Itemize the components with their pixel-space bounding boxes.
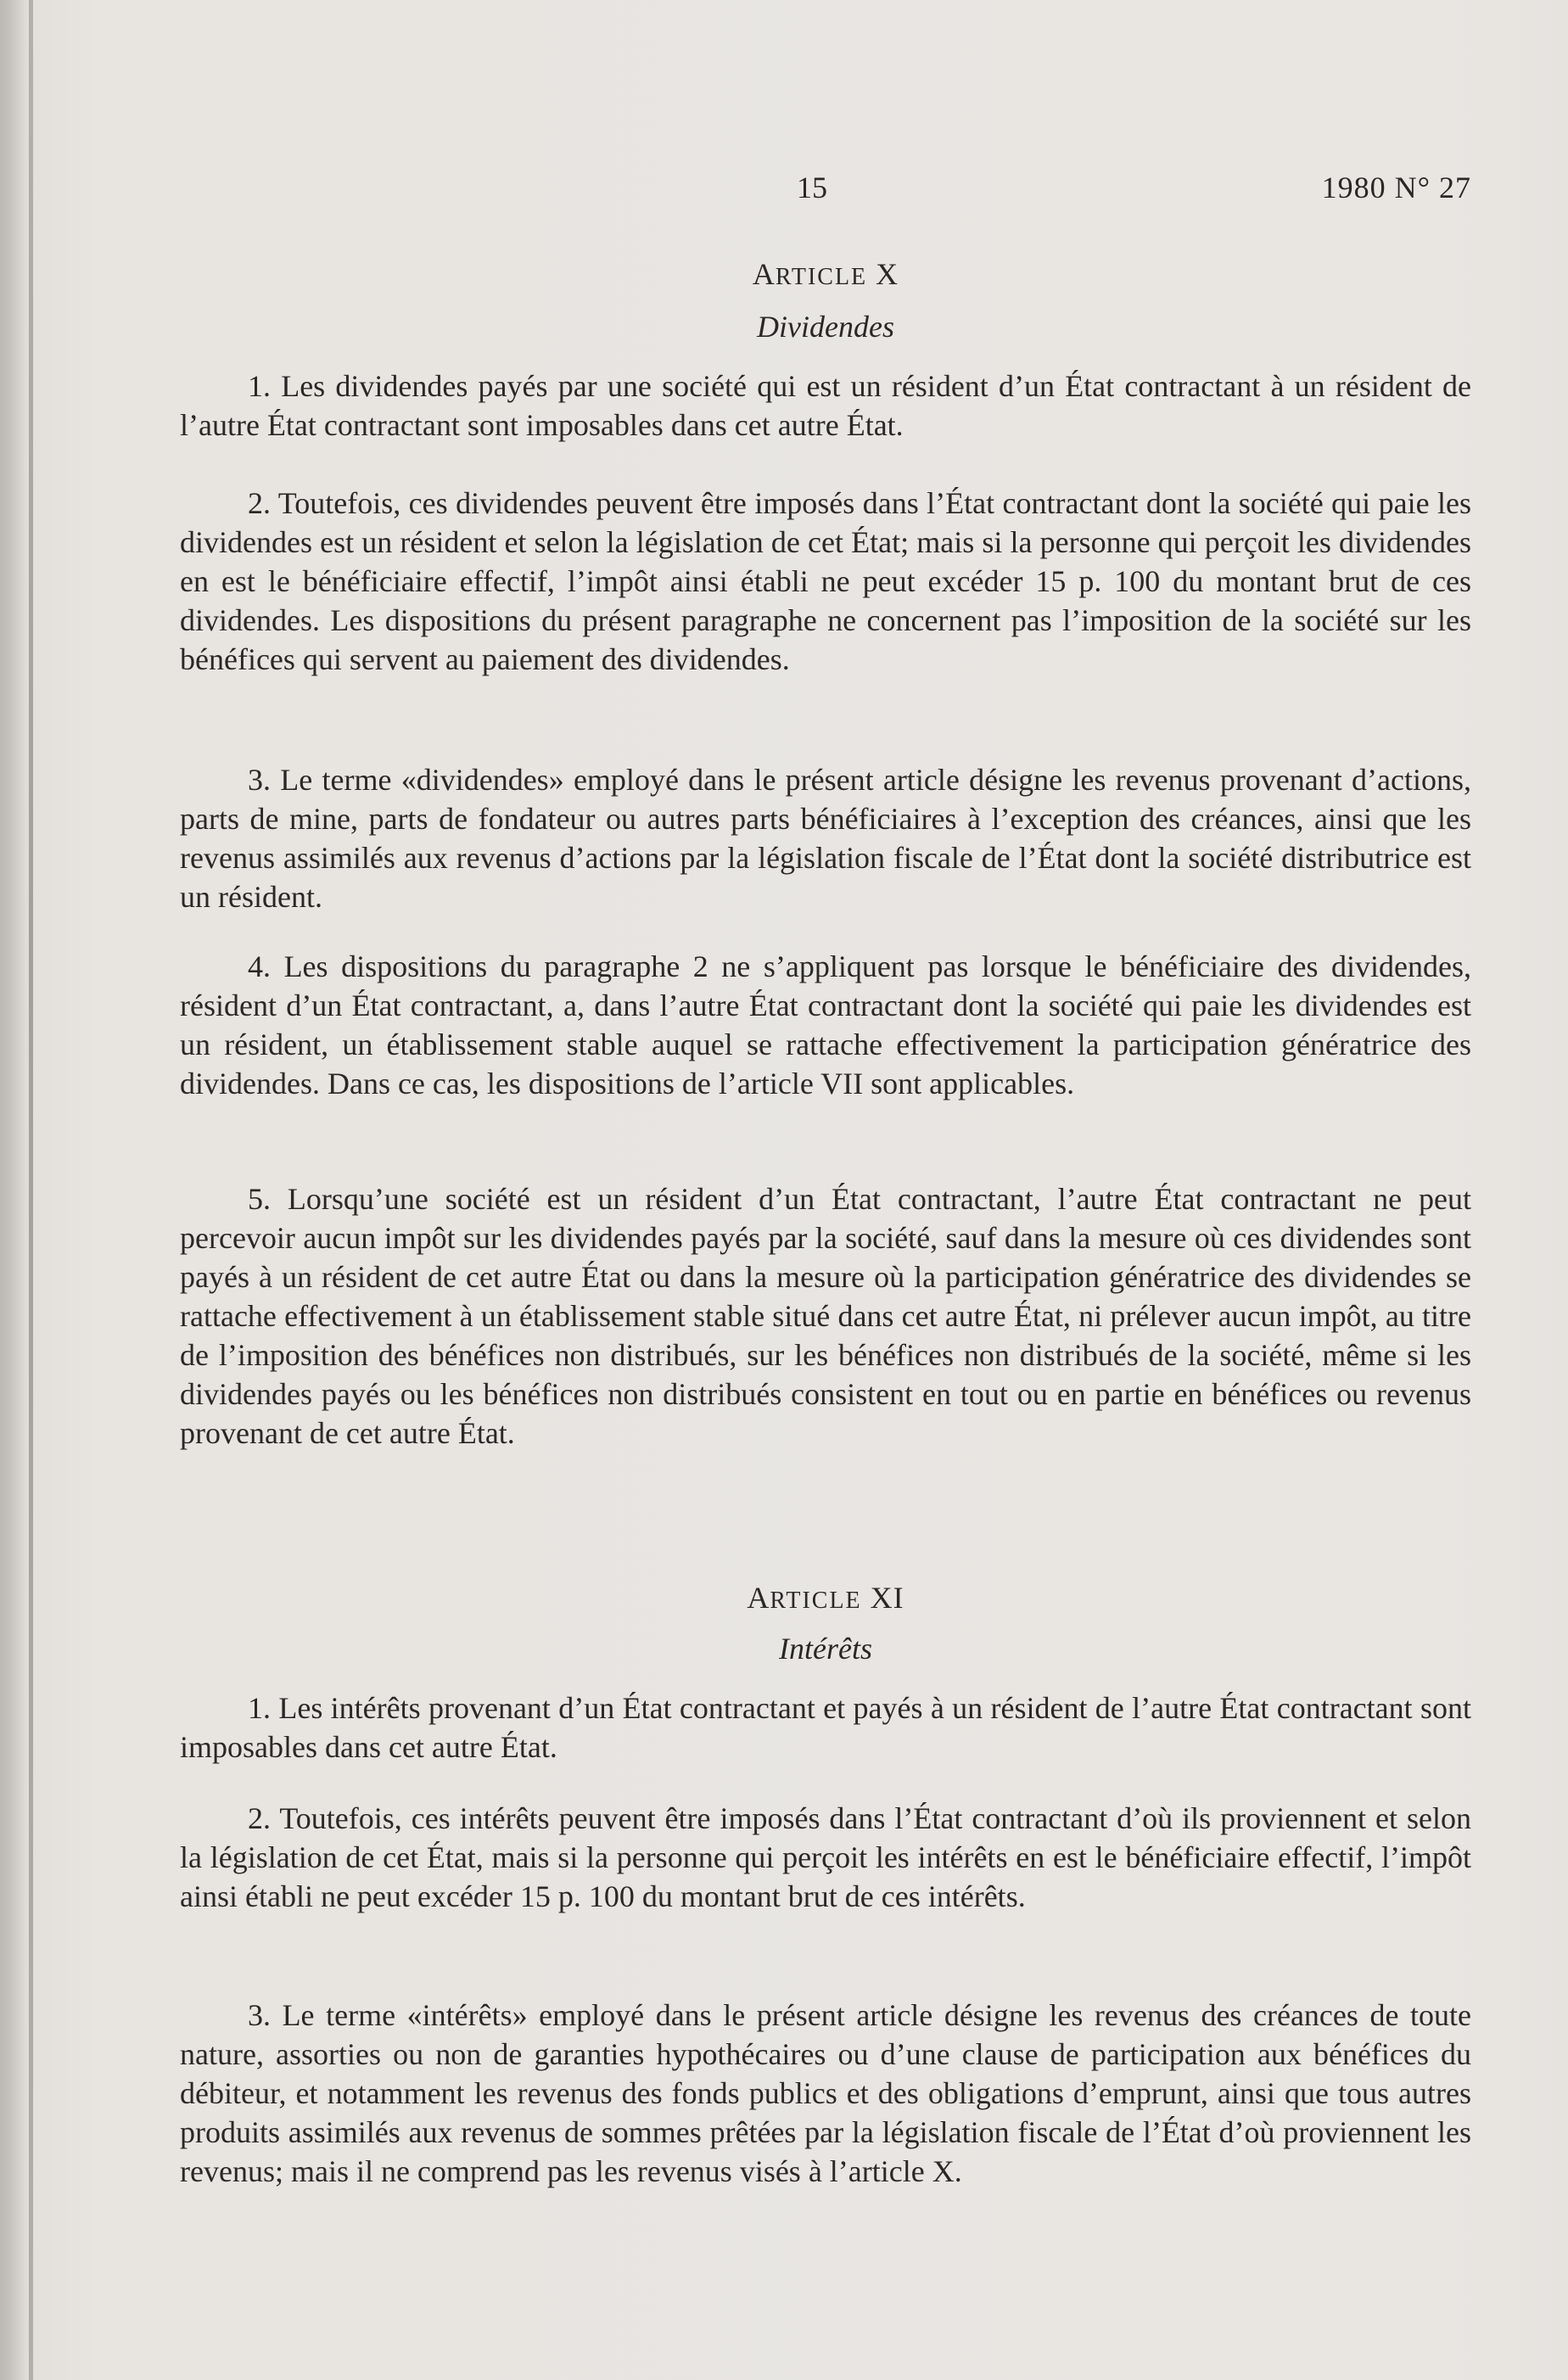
article-xi-paragraph-3: 3. Le terme «intérêts» employé dans le présent article désigne les revenus des créances de toute nature, assorties ou non de garanties hypothécaires ou d’une clause de participation aux bénéfices du débiteur, et notamment les revenus des fonds publics et des obligations d’emprunt, ainsi que tous autres produits assimilés aux revenus de sommes prêtées par la législation fiscale de l’État d’où proviennent les revenus; mais il ne comprend pas les revenus visés à l’article X.: [180, 1998, 1471, 2188]
page-header: [180, 170, 1471, 212]
article-xi-paragraph-2: 2. Toutefois, ces intérêts peuvent être imposés dans l’État contractant d’où ils proviennent et selon la législation de cet État, mais si la personne qui perçoit les intérêts en est le bénéficiaire effectif, l’impôt ainsi établi ne peut excéder 15 p. 100 du montant brut de ces intérêts.: [180, 1801, 1471, 1913]
article-x-paragraph-3: 3. Le terme «dividendes» employé dans le présent article désigne les revenus provenant d’actions, parts de mine, parts de fondateur ou autres parts bénéficiaires à l’exception des créances, ainsi que les revenus assimilés aux revenus d’actions par la législation fiscale de l’État dont la société distributrice est un résident.: [180, 763, 1471, 914]
article-x-paragraph-4: 4. Les dispositions du paragraphe 2 ne s’appliquent pas lorsque le bénéficiaire des dividendes, résident d’un État contractant, a, dans l’autre État contractant dont la société qui paie les dividendes est un résident, un établissement stable auquel se rattache effectivement la participation génératrice des dividendes. Dans ce cas, les dispositions de l’article VII sont applicables.: [180, 949, 1471, 1100]
page-number: 15: [797, 171, 827, 204]
article-xi-title-small: RTICLE: [770, 1588, 862, 1614]
article-x-title-num: X: [867, 257, 899, 291]
article-xi-subtitle: Intérêts: [779, 1632, 872, 1666]
binding-shadow: [0, 0, 25, 2380]
article-x-title-small: RTICLE: [775, 264, 868, 290]
article-xi-title-cap: A: [747, 1581, 770, 1615]
article-x-paragraph-2: 2. Toutefois, ces dividendes peuvent être imposés dans l’État contractant dont la société qui paie les dividendes est un résident et selon la législation de cet État; mais si la personne qui perçoit les dividendes en est le bénéficiaire effectif, l’impôt ainsi établi ne peut excéder 15 p. 100 du montant brut de ces dividendes. Les dispositions du présent paragraphe ne concernent pas l’imposition de la société sur les bénéfices qui servent au paiement des dividendes.: [180, 486, 1471, 676]
article-x-paragraph-1: 1. Les dividendes payés par une société qui est un résident d’un État contractant à un résident de l’autre État contractant sont imposables dans cet autre État.: [180, 369, 1471, 442]
article-xi-title-num: XI: [861, 1581, 904, 1615]
article-x-paragraph-5: 5. Lorsqu’une société est un résident d’un État contractant, l’autre État contractant ne peut percevoir aucun impôt sur les dividendes payés par la société, sauf dans la mesure où ces dividendes sont payés à un résident de cet autre État ou dans la mesure où la participation génératrice des dividendes se rattache effectivement à un établissement stable situé dans cet autre État, ni prélever aucun impôt, au titre de l’imposition des bénéfices non distribués, sur les bénéfices non distribués de la société, même si les dividendes payés ou les bénéfices non distribués consistent en tout ou en partie en bénéfices ou revenus provenant de cet autre État.: [180, 1182, 1471, 1450]
binding-edge: [29, 0, 33, 2380]
article-x-title: [180, 256, 1471, 292]
article-x-subtitle: Dividendes: [757, 310, 894, 344]
article-xi-paragraph-1: 1. Les intérêts provenant d’un État contractant et payés à un résident de l’autre État contractant sont imposables dans cet autre État.: [180, 1691, 1471, 1764]
article-x-title-cap: A: [752, 257, 776, 291]
statute-year-number: 1980 N° 27: [1321, 171, 1471, 204]
article-xi-title: [180, 1580, 1471, 1616]
